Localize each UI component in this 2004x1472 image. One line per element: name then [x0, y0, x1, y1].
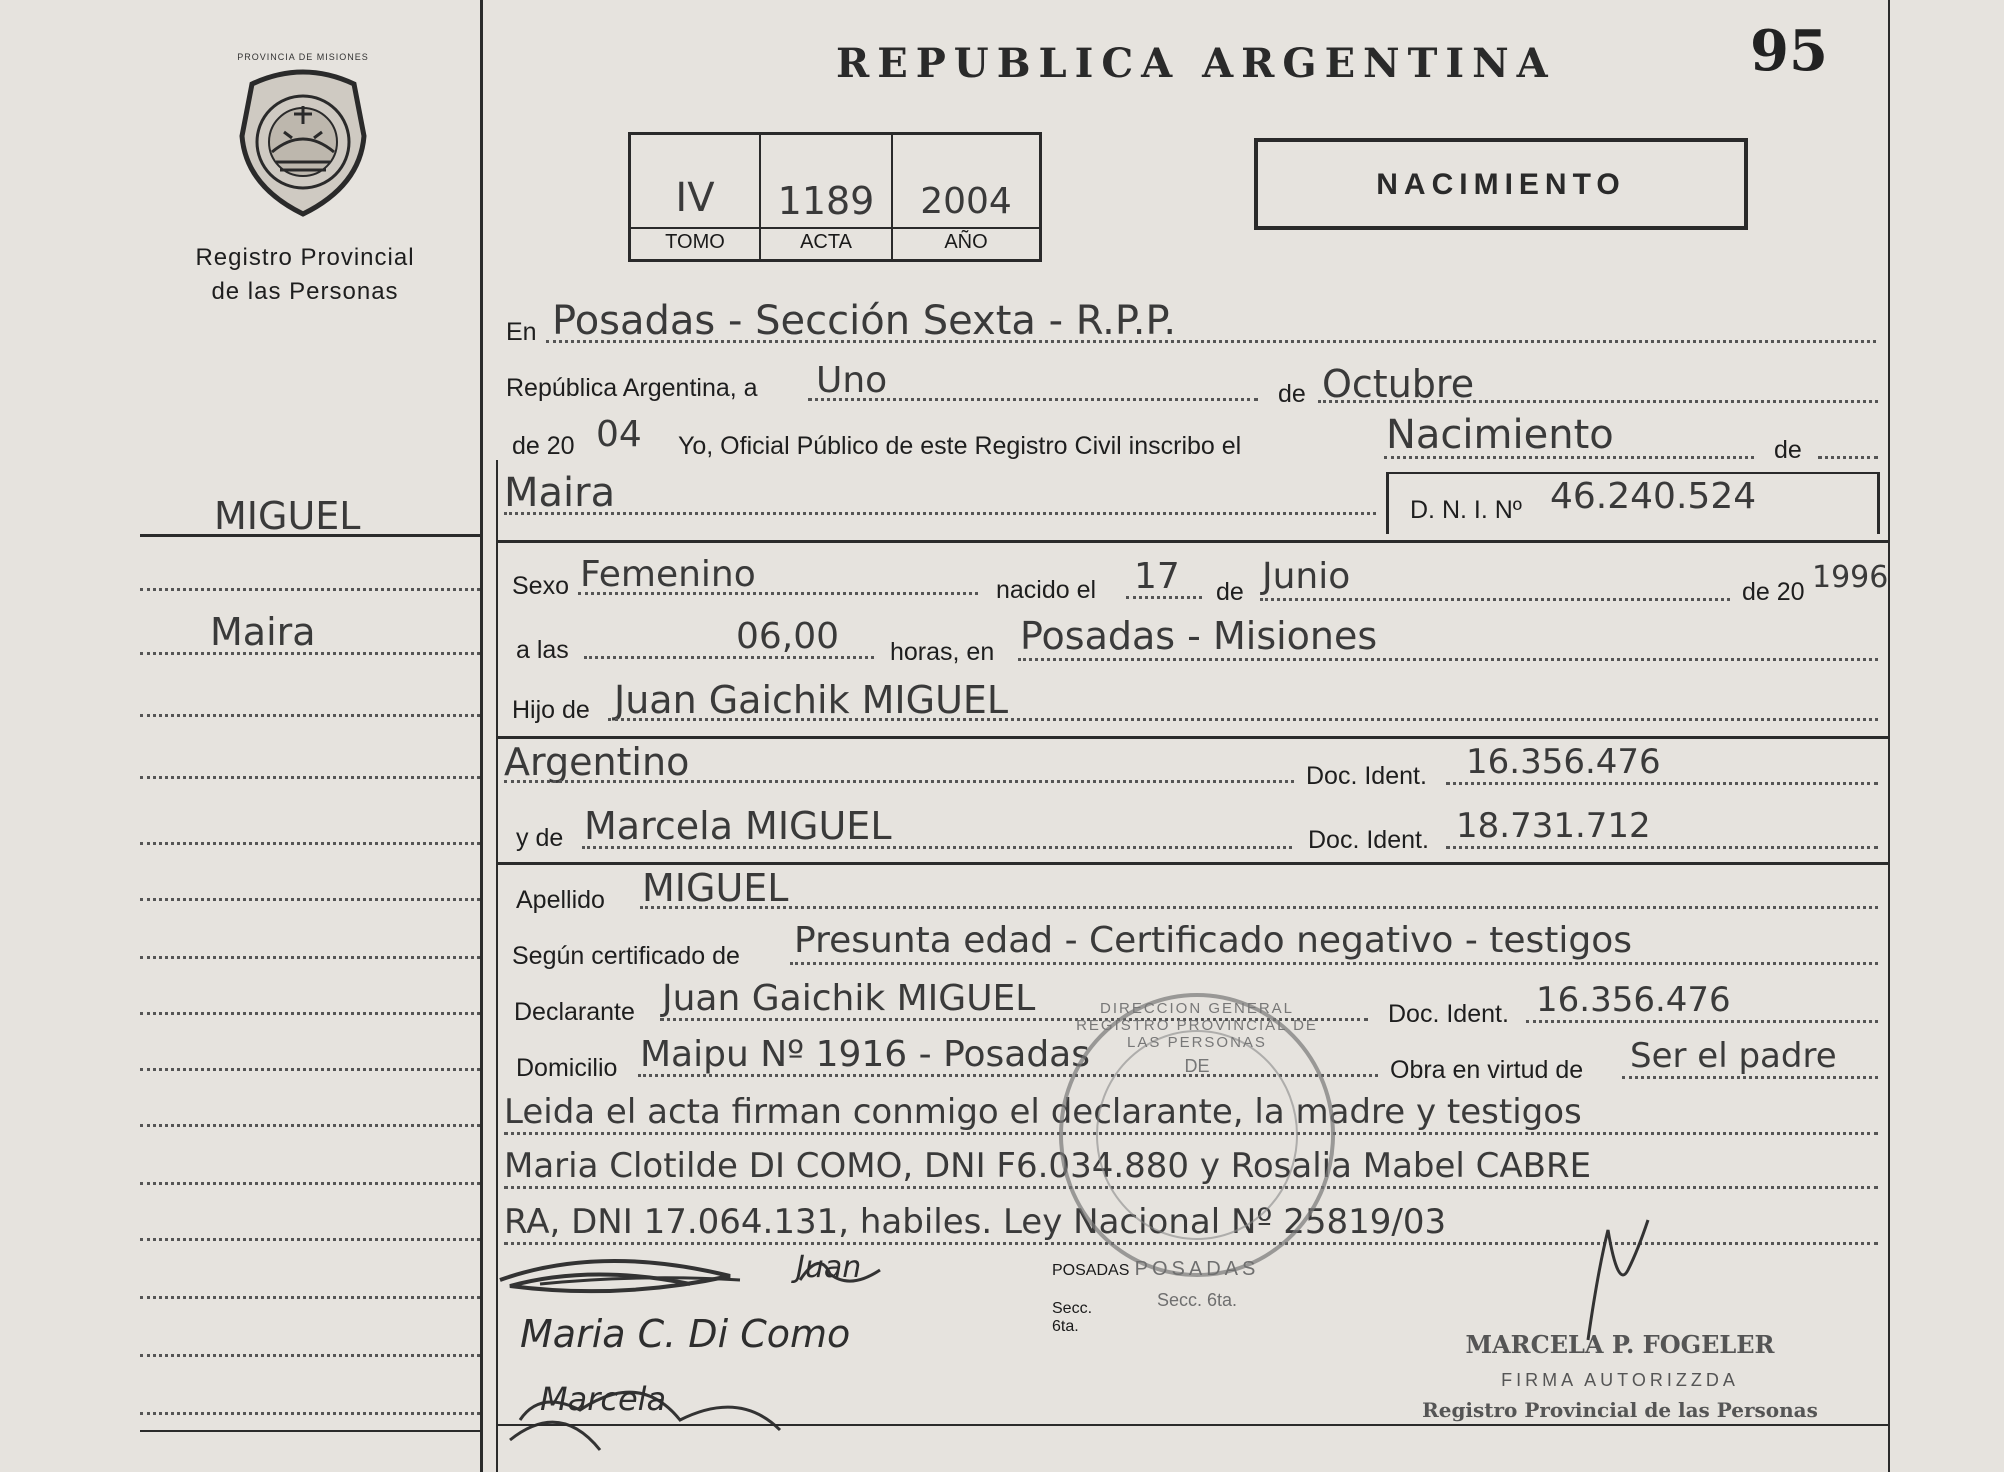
officer-office: Registro Provincial de las Personas [1422, 1398, 1818, 1422]
margin-line [140, 1012, 480, 1015]
place-value: Posadas - Sección Sexta - R.P.P. [552, 298, 1177, 344]
section-rule [498, 540, 1888, 543]
mother-doc-line [1446, 846, 1878, 849]
page-number: 95 [1750, 18, 1828, 84]
margin-line [140, 1412, 480, 1415]
margin-given-name: Maira [210, 610, 316, 654]
father-name-line [608, 718, 1878, 721]
ano-label: AÑO [944, 231, 988, 253]
note-line-2: Maria Clotilde DI COMO, DNI F6.034.880 y Rosalia Mabel CABRE [504, 1146, 1592, 1186]
name-value: Maira [504, 470, 616, 516]
certificado-value: Presunta edad - Certificado negativo - testigos [794, 920, 1633, 961]
seal-emblem-icon [232, 66, 374, 218]
en-label: En [506, 318, 537, 346]
domicilio-value: Maipu Nº 1916 - Posadas [640, 1034, 1090, 1075]
margin-line [140, 1430, 480, 1432]
birth-year-prefix: de 20 [1742, 578, 1805, 606]
hijo-label: Hijo de [512, 696, 590, 724]
registry-name-line1: Registro Provincial [195, 244, 415, 271]
acta-value: 1189 [777, 179, 875, 223]
acta-label: ACTA [800, 231, 852, 253]
sexo-line [578, 592, 978, 595]
registry-seal [232, 52, 374, 218]
birth-place-value: Posadas - Misiones [1020, 614, 1378, 658]
father-doc-line [1446, 782, 1878, 785]
month-value: Octubre [1322, 362, 1475, 406]
bottom-rule [498, 1424, 1888, 1426]
declarante-value: Juan Gaichik MIGUEL [662, 978, 1036, 1019]
birth-place-line [1018, 658, 1878, 661]
father-nationality-value: Argentino [504, 740, 690, 784]
republica-label: República Argentina, a [506, 374, 758, 402]
stamp-city-text: POSADAS [1134, 1258, 1260, 1280]
name-line [504, 512, 1376, 515]
act-type-value: Nacimiento [1386, 412, 1614, 458]
margin-line [140, 1124, 480, 1127]
note-line-1: Leida el acta firman conmigo el declarante, la madre y testigos [504, 1092, 1582, 1132]
right-margin-rule [1888, 0, 1890, 1472]
obra-line [1622, 1076, 1878, 1079]
day-value: Uno [816, 360, 888, 401]
obra-value: Ser el padre [1630, 1036, 1837, 1076]
father-doc-label: Doc. Ident. [1306, 762, 1427, 790]
margin-surname: MIGUEL [214, 494, 361, 538]
declarante-doc-value: 16.356.476 [1536, 980, 1731, 1020]
margin-line [140, 776, 480, 779]
mother-name-line [582, 846, 1292, 849]
day-line [808, 398, 1258, 401]
margin-line [140, 898, 480, 901]
margin-line [140, 714, 480, 717]
de-label-3: de [1216, 578, 1244, 606]
year-prefix: de 20 [512, 432, 575, 460]
de-label-2: de [1774, 436, 1802, 464]
record-type: NACIMIENTO [1376, 168, 1626, 201]
dni-value: 46.240.524 [1550, 476, 1757, 517]
mother-doc-value: 18.731.712 [1456, 806, 1651, 846]
margin-line [140, 1068, 480, 1071]
officer-scribble [1568, 1210, 1668, 1350]
register-box [628, 132, 1042, 262]
mother-doc-label: Doc. Ident. [1308, 826, 1429, 854]
margin-line [140, 588, 480, 591]
father-doc-value: 16.356.476 [1466, 742, 1661, 782]
nacido-label: nacido el [996, 576, 1097, 604]
stamp-section-text: Secc. 6ta. [1156, 1290, 1238, 1310]
domicilio-label: Domicilio [516, 1054, 618, 1082]
signature-di-como: Maria C. Di Como [520, 1312, 851, 1356]
margin-line [140, 1296, 480, 1299]
margin-line [140, 1238, 480, 1241]
stamp-ring-text: DIRECCION GENERAL REGISTRO PROVINCIAL DE LAS PERSONAS [1076, 1000, 1318, 1051]
record-type-box [1254, 138, 1748, 230]
horas-label: horas, en [890, 638, 995, 666]
tomo-label: TOMO [665, 231, 725, 253]
officer-role: FIRMA AUTORIZZDA [1501, 1370, 1739, 1390]
birth-time-line [584, 656, 874, 659]
seal-text: PROVINCIA DE MISIONES [237, 52, 369, 62]
segun-label: Según certificado de [512, 942, 740, 970]
birth-year-value: 1996 [1812, 560, 1889, 595]
ano-value: 2004 [920, 181, 1012, 222]
apellido-label: Apellido [516, 886, 605, 914]
declarante-doc-label: Doc. Ident. [1388, 1000, 1509, 1028]
birth-month-line [1260, 598, 1730, 601]
signatures-area [480, 1250, 1100, 1460]
place-line [546, 340, 1876, 343]
margin-line [140, 842, 480, 845]
a-las-label: a las [516, 636, 569, 664]
margin-line [140, 1354, 480, 1357]
declarante-doc-line [1526, 1020, 1878, 1023]
birth-day-value: 17 [1134, 556, 1180, 597]
registry-name-line2: de las Personas [211, 278, 399, 305]
margin-line [140, 1182, 480, 1185]
apellido-line [640, 906, 1878, 909]
nationality-line [504, 780, 1294, 783]
mother-name-value: Marcela MIGUEL [584, 804, 892, 848]
tomo-value: IV [675, 175, 715, 221]
birth-time-value: 06,00 [736, 616, 840, 657]
dni-label: D. N. I. Nº [1410, 496, 1522, 524]
signature-juan: Juan [796, 1250, 862, 1285]
margin-line [140, 956, 480, 959]
declarante-label: Declarante [514, 998, 635, 1026]
officer-name: MARCELA P. FOGELER [1465, 1330, 1775, 1359]
country-title: REPUBLICA ARGENTINA [836, 40, 1556, 87]
officer-signature-icon [1568, 1210, 1668, 1350]
apellido-value: MIGUEL [642, 866, 789, 910]
mother-rule [498, 862, 1888, 865]
de-line [1818, 456, 1878, 459]
official-stamp: DIRECCION GENERAL REGISTRO PROVINCIAL DE LAS PERSONAS DE POSADAS Secc. 6ta. [1052, 990, 1342, 1280]
birth-month-value: Junio [1262, 556, 1351, 597]
inscribo-label: Yo, Oficial Público de este Registro Civil inscribo el [678, 432, 1242, 460]
stamp-de: DE [1184, 1056, 1210, 1076]
father-rule [498, 736, 1888, 739]
y-de-label: y de [516, 824, 564, 852]
month-line [1318, 400, 1878, 403]
obra-label: Obra en virtud de [1390, 1056, 1584, 1084]
act-type-line [1384, 456, 1754, 459]
year-suffix: 04 [596, 414, 642, 455]
de-label: de [1278, 380, 1306, 408]
sexo-value: Femenino [580, 554, 756, 595]
birth-day-line [1126, 596, 1202, 599]
father-name-value: Juan Gaichik MIGUEL [614, 678, 1009, 722]
certificado-line [790, 962, 1878, 965]
signature-marcela: Marcela [540, 1380, 667, 1418]
note-line-3: RA, DNI 17.064.131, habiles. Ley Nacional Nº 25819/03 [504, 1202, 1447, 1242]
sexo-label: Sexo [512, 572, 569, 600]
